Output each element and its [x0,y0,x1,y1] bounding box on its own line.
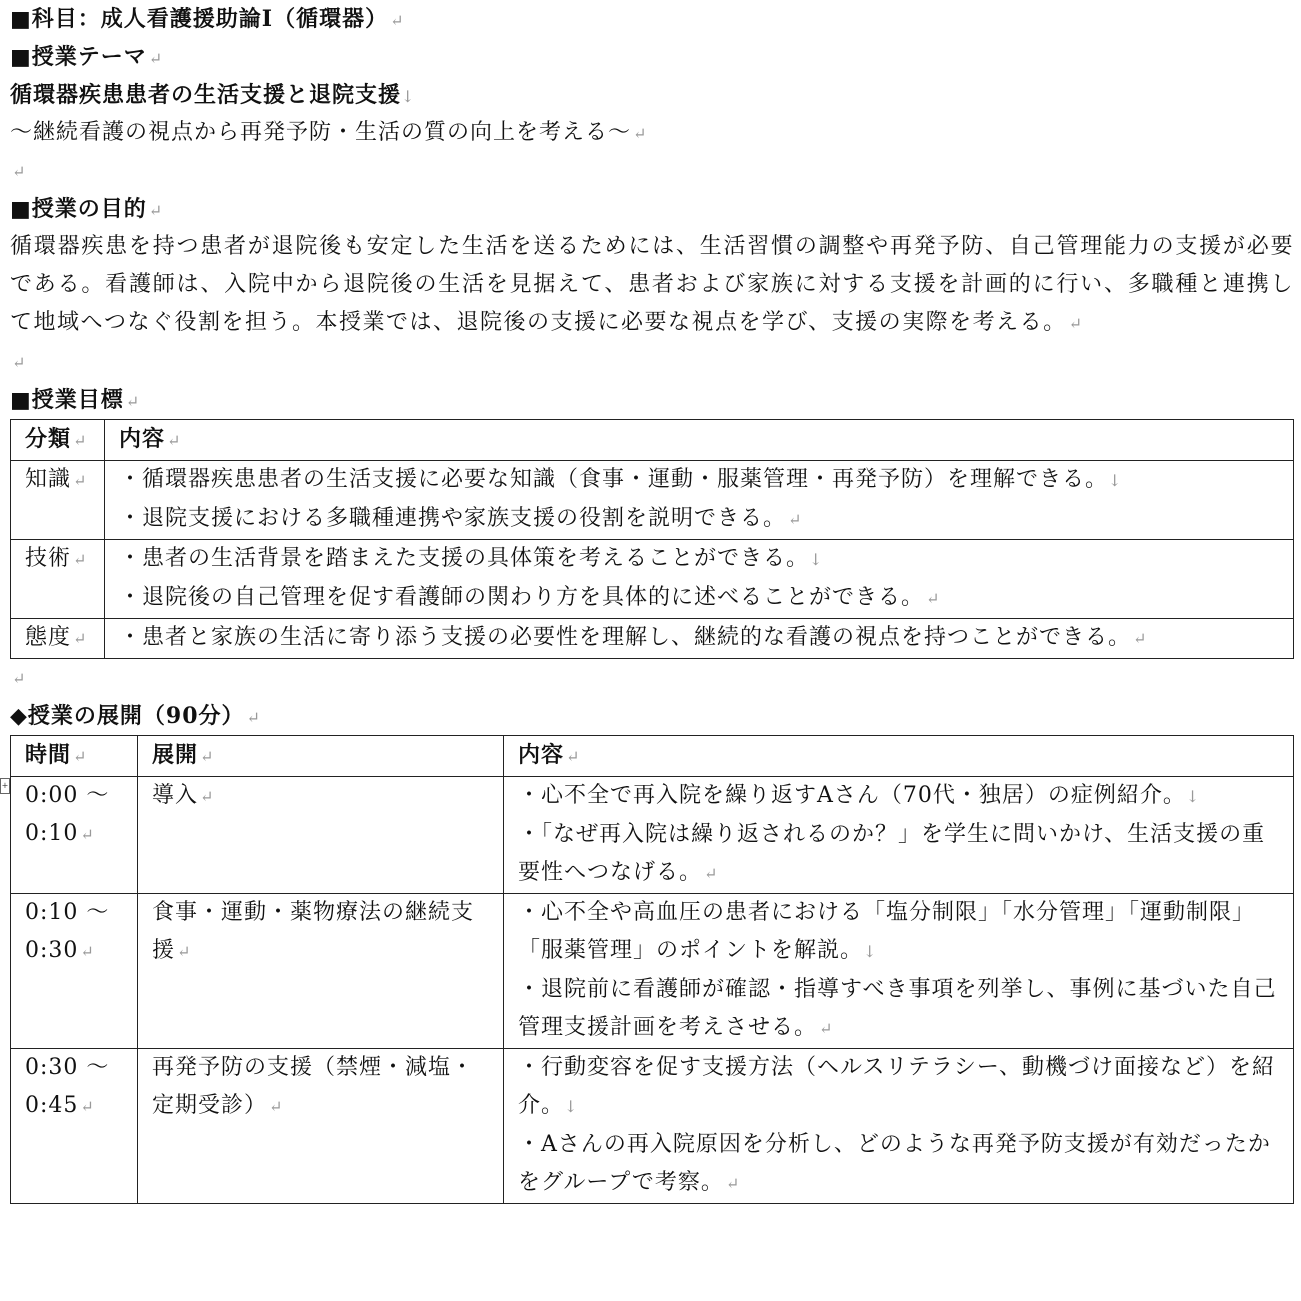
list-item: ・Aさんの再入院原因を分析し、どのような再発予防支援が有効だったかをグループで考察。 ↵ [518,1132,1271,1195]
header-cell: 分類 ↵ [11,420,105,461]
phase-cell: 食事・運動・薬物療法の継続支援 ↵ [138,894,504,1049]
table-header-row [11,736,1294,777]
category-cell: 技術 ↵ [11,540,105,619]
list-item: ・退院前に看護師が確認・指導すべき事項を列挙し、事例に基づいた自己管理支援計画を考えさせる。 ↵ [518,977,1277,1040]
header-cell: 時間 ↵ [11,736,138,777]
category-cell: 態度 ↵ [11,619,105,659]
goals-table [10,419,1294,659]
list-item: ・心不全や高血圧の患者における「塩分制限」「水分管理」「運動制限」「服薬管理」のポイントを解説。↓ [518,900,1256,963]
header-cell: 内容 ↵ [105,420,1294,461]
list-item: ・行動変容を促す支援方法（ヘルスリテラシー、動機づけ面接など）を紹介。↓ [518,1055,1276,1118]
content-cell [504,777,1294,894]
content-cell [105,540,1294,619]
theme-title: 循環器疾患患者の生活支援と退院支援↓ [10,82,416,108]
purpose-heading: ■授業の目的 ↵ [10,196,164,222]
table-header-row [11,420,1294,461]
phase-cell: 再発予防の支援（禁煙・減塩・定期受診） ↵ [138,1049,504,1204]
header-cell: 展開 ↵ [138,736,504,777]
list-item: ・患者の生活背景を踏まえた支援の具体策を考えることができる。↓ [119,546,824,571]
category-cell: 知識 ↵ [11,461,105,540]
content-cell [504,894,1294,1049]
list-item: ・退院支援における多職種連携や家族支援の役割を説明できる。 ↵ [119,506,803,531]
content-cell [504,1049,1294,1204]
phase-cell: 導入 ↵ [138,777,504,894]
table-row [11,777,1294,894]
list-item: ・心不全で再入院を繰り返すAさん（70代・独居）の症例紹介。↓ [518,783,1201,808]
table-row [11,894,1294,1049]
purpose-text: 循環器疾患を持つ患者が退院後も安定した生活を送るためには、生活習慣の調整や再発予防、自己管理能力の支援が必要である。看護師は、入院中から退院後の生活を見据えて、患者および家族に対する支援を計画的に行い、多職種と連携して地域へつなぐ役割を担う。本授業では、退院後の支援に必要な視点を学び、支援の実際を考える。 ↵ [10,234,1294,335]
content-cell [105,619,1294,659]
blank-line: ↵ [12,669,27,688]
theme-subtitle: ～継続看護の視点から再発予防・生活の質の向上を考える～ ↵ [10,120,648,145]
table-row [11,461,1294,540]
list-item: ・退院後の自己管理を促す看護師の関わり方を具体的に述べることができる。 ↵ [119,585,941,610]
table-row [11,619,1294,659]
header-cell: 内容 ↵ [504,736,1294,777]
document-page [10,0,1294,1204]
table-row [11,540,1294,619]
time-cell: 0:10 ～ 0:30 ↵ [11,894,138,1049]
blank-line: ↵ [12,162,27,181]
content-cell [105,461,1294,540]
table-row [11,1049,1294,1204]
list-item: ・患者と家族の生活に寄り添う支援の必要性を理解し、継続的な看護の視点を持つことができる。 ↵ [119,625,1148,650]
table-move-handle-icon[interactable]: + [0,778,10,794]
goals-heading: ■授業目標 ↵ [10,387,141,413]
subject-line: ■科目：成人看護援助論Ⅰ（循環器） ↵ [10,6,405,32]
flow-table [10,735,1294,1204]
list-item: ・「なぜ再入院は繰り返されるのか？」を学生に問いかけ、生活支援の重要性へつなげる。 ↵ [518,822,1266,885]
time-cell: 0:30 ～ 0:45 ↵ [11,1049,138,1204]
theme-heading: ■授業テーマ ↵ [10,44,164,70]
list-item: ・循環器疾患患者の生活支援に必要な知識（食事・運動・服薬管理・再発予防）を理解できる。↓ [119,467,1123,492]
blank-line: ↵ [12,353,27,372]
time-cell: 0:00 ～ 0:10 ↵ [11,777,138,894]
flow-heading: ◆授業の展開（90分） ↵ [10,703,261,729]
